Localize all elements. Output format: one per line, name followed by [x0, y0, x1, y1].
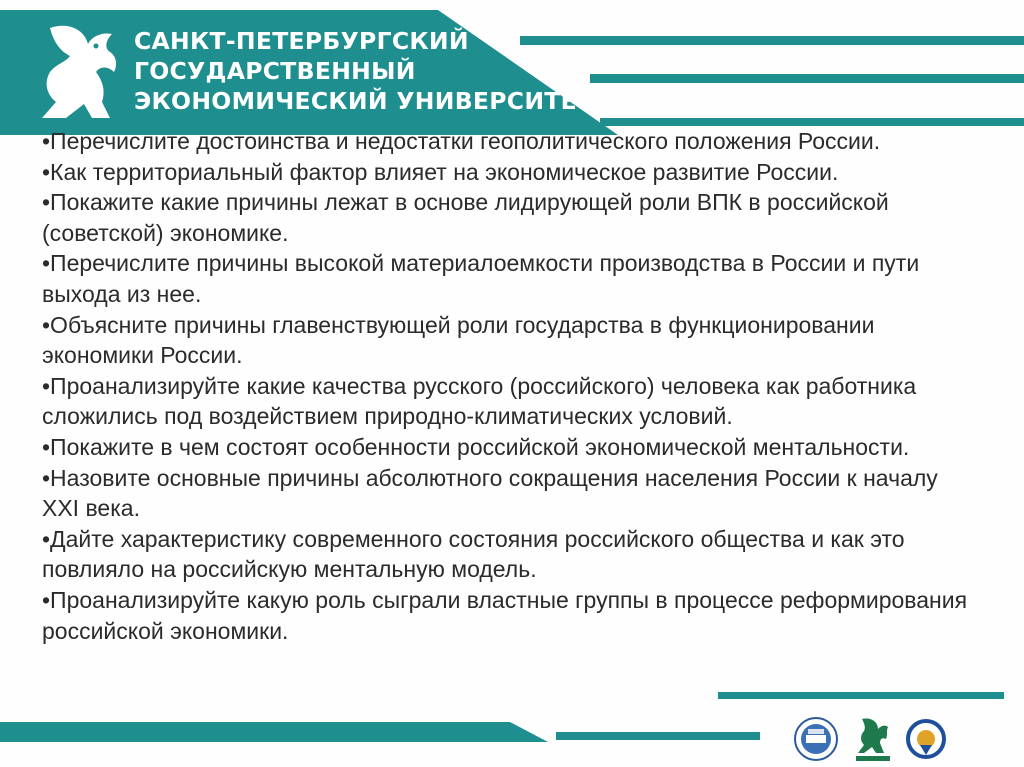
partner-logo-3-icon — [906, 715, 946, 763]
question-item: •Назовите основные причины абсолютного сокращения населения России к началу XXI века. — [42, 464, 938, 522]
question-item: •Объясните причины главенствующей роли государства в функционировании экономики России. — [42, 311, 875, 369]
questions-list — [42, 126, 972, 646]
question-item: •Перечислите причины высокой материалоемкости производства в России и пути выхода из нее. — [42, 250, 920, 307]
question-item: •Дайте характеристику современного состояния российского общества и как это повлияло на российскую ментальную модель. — [42, 525, 905, 583]
partner-logo-1-icon — [792, 715, 840, 763]
partner-logo-2-icon — [852, 715, 894, 763]
question-item: •Проанализируйте какие качества русского (российского) человека как работника сложились под воздействием природно-климатических условий. — [42, 372, 917, 430]
university-name — [134, 26, 593, 116]
question-item: •Покажите какие причины лежат в основе лидирующей роли ВПК в российской (советской) экономике. — [42, 189, 889, 246]
question-item: •Проанализируйте какую роль сыграли властные группы в процессе реформирования российской экономики. — [42, 586, 968, 644]
question-item: •Как территориальный фактор влияет на экономическое развитие России. — [42, 158, 839, 185]
griffin-logo-icon — [36, 22, 120, 122]
question-item: •Покажите в чем состоят особенности российской экономической ментальности. — [42, 433, 910, 460]
university-name-line: ГОСУДАРСТВЕННЫЙ — [134, 57, 416, 85]
university-name-line: САНКТ-ПЕТЕРБУРГСКИЙ — [134, 27, 469, 55]
question-item: •Перечислите достоинства и недостатки геополитического положения России. — [42, 128, 881, 154]
university-name-line: ЭКОНОМИЧЕСКИЙ УНИВЕРСИТЕТ — [134, 87, 594, 115]
